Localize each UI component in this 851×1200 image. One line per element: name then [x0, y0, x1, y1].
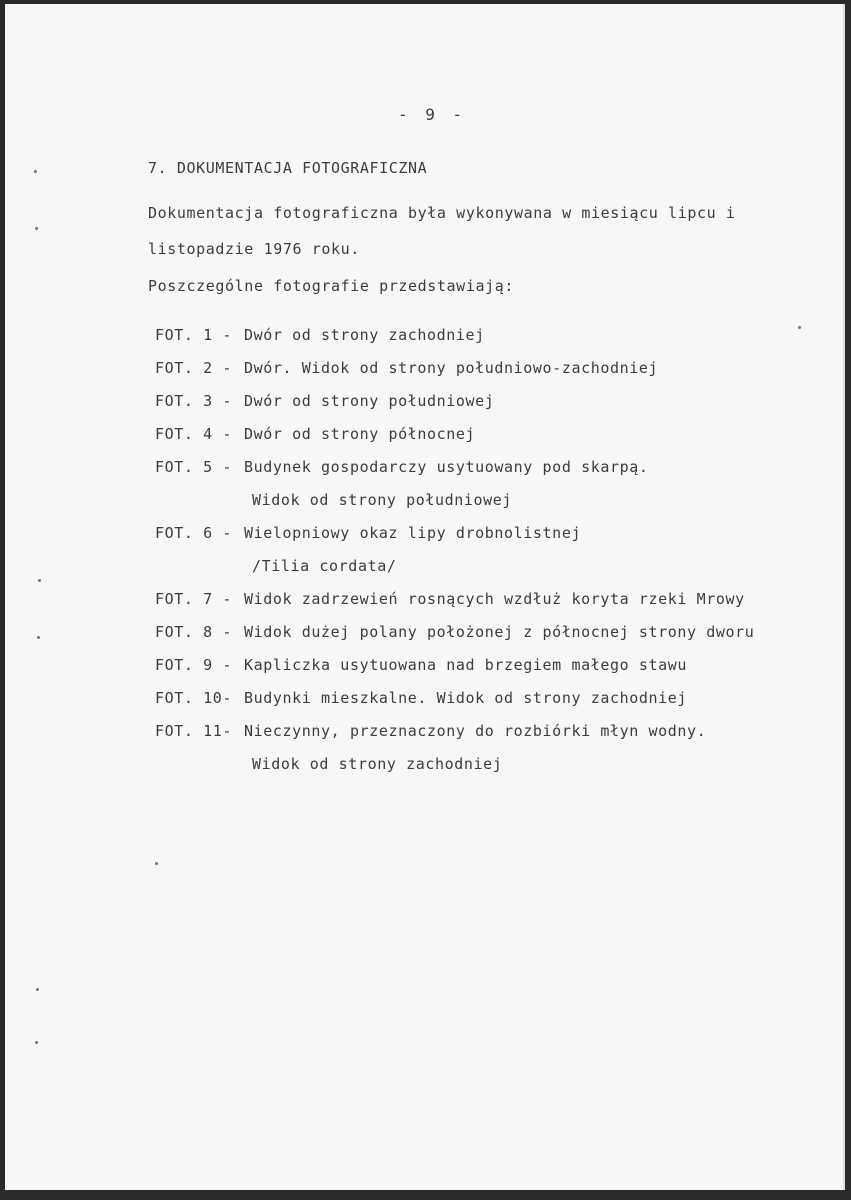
photo-label: FOT. 1 - — [155, 326, 233, 344]
photo-label: FOT. 7 - — [155, 590, 233, 608]
scan-speck — [38, 579, 41, 582]
photo-label: FOT. 3 - — [155, 392, 233, 410]
photo-description: Nieczynny, przeznaczony do rozbiórki młyn wodny. — [244, 722, 707, 740]
photo-label: FOT. 4 - — [155, 425, 233, 443]
photo-description: Budynki mieszkalne. Widok od strony zachodniej — [244, 689, 688, 707]
photo-label: FOT. 11- — [155, 722, 233, 740]
photo-description: Dwór od strony zachodniej — [244, 326, 485, 344]
photo-description: Widok zadrzewień rosnących wzdłuż koryta rzeki Mrowy — [244, 590, 745, 608]
paragraph-line: Poszczególne fotografie przedstawiają: — [148, 277, 514, 295]
photo-label: FOT. 5 - — [155, 458, 233, 476]
scan-speck — [37, 636, 40, 639]
photo-description: Widok od strony południowej — [252, 491, 513, 509]
scan-speck — [35, 227, 38, 230]
photo-label: FOT. 6 - — [155, 524, 233, 542]
scan-speck — [155, 862, 158, 865]
scan-speck — [798, 326, 801, 329]
photo-label: FOT. 10- — [155, 689, 233, 707]
photo-description: Wielopniowy okaz lipy drobnolistnej — [244, 524, 582, 542]
photo-description: Widok od strony zachodniej — [252, 755, 503, 773]
scan-speck — [36, 988, 39, 991]
photo-description: Dwór od strony północnej — [244, 425, 476, 443]
photo-description: Dwór. Widok od strony południowo-zachodniej — [244, 359, 659, 377]
photo-description: /Tilia cordata/ — [252, 557, 397, 575]
photo-description: Widok dużej polany położonej z północnej strony dworu — [244, 623, 755, 641]
photo-label: FOT. 2 - — [155, 359, 233, 377]
photo-description: Kapliczka usytuowana nad brzegiem małego stawu — [244, 656, 688, 674]
scan-speck — [34, 170, 37, 173]
paragraph-line: Dokumentacja fotograficzna była wykonywana w miesiącu lipcu i — [148, 204, 736, 222]
paragraph-line: listopadzie 1976 roku. — [148, 240, 360, 258]
photo-label: FOT. 9 - — [155, 656, 233, 674]
photo-description: Dwór od strony południowej — [244, 392, 495, 410]
photo-description: Budynek gospodarczy usytuowany pod skarpą. — [244, 458, 649, 476]
photo-label: FOT. 8 - — [155, 623, 233, 641]
document-page — [5, 4, 845, 1190]
page-number: - 9 - — [398, 105, 467, 124]
scan-speck — [35, 1041, 38, 1044]
section-title: 7. DOKUMENTACJA FOTOGRAFICZNA — [148, 159, 428, 177]
